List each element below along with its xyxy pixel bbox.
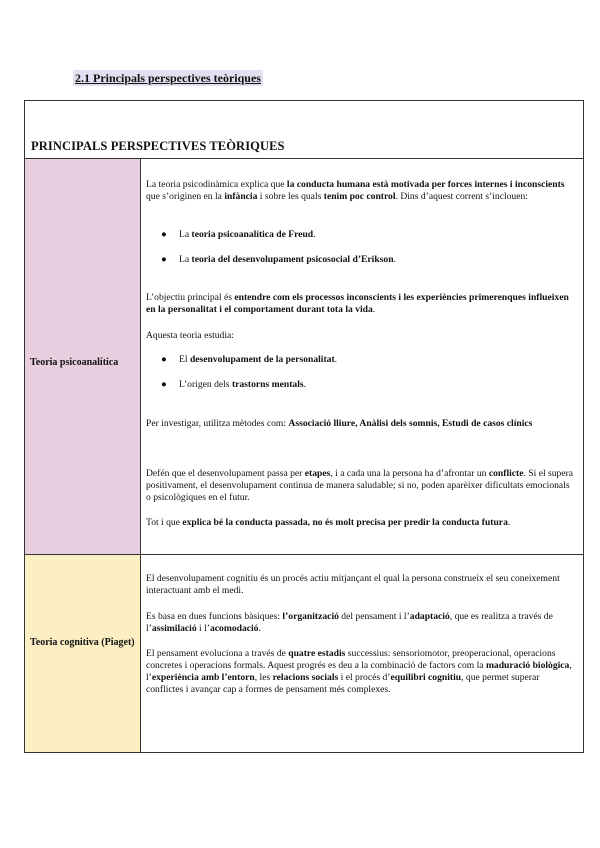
bold-text: teoria del desenvolupament psicosocial d’Erikson — [191, 254, 394, 265]
text-segment: , que permet superar conflictes i avançar cap a formes de pensament més complexes. — [146, 672, 540, 695]
text-segment: La — [179, 254, 192, 265]
bold-text: tenim poc control — [323, 191, 396, 202]
bold-text: assimilació — [151, 623, 197, 634]
bullet-text — [179, 229, 316, 241]
cognitive-paragraph-3 — [146, 648, 576, 696]
objective-paragraph — [146, 292, 576, 316]
bold-text: conflicte — [488, 468, 524, 479]
text-segment: El — [179, 354, 190, 365]
bold-text: explica bé la conducta passada, no és molt precisa per predir la conducta futura — [182, 517, 508, 528]
text-segment: Tot i que — [146, 517, 183, 528]
bold-text: equilibri cognitiu — [390, 672, 462, 683]
bold-text: teoria psicoanalítica de Freud — [191, 229, 314, 240]
bullet-text — [179, 254, 396, 266]
text-segment: L’objectiu principal és — [146, 292, 235, 303]
bold-text: adaptació — [409, 611, 450, 622]
bold-text: maduració biològica — [485, 660, 570, 671]
row-label-cognitive: Teoria cognitiva (Piaget) — [30, 637, 135, 648]
text-segment: . Dins d’aquest corrent s’inclouen: — [395, 191, 528, 202]
text-segment: L’origen dels — [179, 379, 232, 390]
row-label-cell — [25, 555, 141, 752]
table-row-cognitive — [25, 555, 583, 752]
bullet-dot-icon: ● — [161, 354, 167, 365]
text-segment: El desenvolupament cognitiu és un procés actiu mitjançant el qual la persona construeix el seu coneixement interactuant amb el medi. — [146, 573, 560, 596]
bold-text: relacions socials — [272, 672, 339, 683]
text-segment: , i a cada una la persona ha d’afrontar un — [330, 468, 489, 479]
table-title-row — [25, 101, 583, 159]
bullet-dot-icon: ● — [161, 254, 167, 265]
row-label-psychoanalytic: Teoria psicoanalítica — [30, 357, 119, 368]
text-segment: . — [507, 517, 511, 528]
section-heading: 2.1 Principals perspectives teòriques — [75, 71, 261, 85]
text-segment: . — [313, 229, 316, 240]
bold-text: etapes — [304, 468, 331, 479]
text-segment: La teoria psicodinàmica explica que — [146, 179, 287, 190]
bullet-text — [179, 379, 306, 391]
bold-text: desenvolupament de la personalitat — [189, 354, 335, 365]
text-segment: . — [334, 354, 338, 365]
bullet-dot-icon: ● — [161, 229, 167, 240]
bold-text: entendre com els processos inconscients i les experiències primerenques influeixen en la personalitat i el comportament durant tota la vida — [146, 292, 569, 315]
bullet-dot-icon: ● — [161, 379, 167, 390]
intro-paragraph — [146, 179, 576, 203]
text-segment: . Si el supera positivament, el desenvolupament continua de manera saludable; si no, poden aparèixer dificultats emocionals o psicològiques en el futur. — [146, 468, 574, 503]
bold-text: experiència amb l’entorn — [151, 672, 255, 683]
text-segment: El pensament evoluciona a través de — [146, 648, 289, 659]
text-segment: . — [303, 379, 307, 390]
text-segment: i l’ — [196, 623, 210, 634]
row-content-psychoanalytic — [141, 159, 583, 554]
text-segment: , que es realitza a través de l’ — [146, 611, 553, 634]
text-segment: . — [258, 623, 261, 634]
text-segment: Per investigar, utilitza mètodes com: — [146, 418, 289, 429]
text-segment: Es basa en dues funcions bàsiques: — [146, 611, 283, 622]
conclusion-paragraph — [146, 517, 576, 529]
text-segment: i sobre les quals — [257, 191, 324, 202]
bold-text: infància — [224, 191, 258, 202]
text-segment: Defén que el desenvolupament passa per — [146, 468, 305, 479]
table-row-psychoanalytic — [25, 159, 583, 555]
text-segment: del pensament i l’ — [338, 611, 410, 622]
text-segment: . — [393, 254, 396, 265]
methods-paragraph — [146, 418, 576, 430]
bold-text: trastorns mentals — [231, 379, 304, 390]
text-segment: que s’originen en la — [146, 191, 225, 202]
bold-text: la conducta humana està motivada per forces internes i inconscients — [286, 179, 565, 190]
text-segment: , les — [254, 672, 273, 683]
text-segment: successius: sensoriomotor, preoperacional, operacions concretes i operacions formals. Aquest progrés es deu a la combinació de factors com la — [146, 648, 556, 671]
bold-text: acomodació — [209, 623, 259, 634]
cognitive-paragraph-2 — [146, 611, 576, 635]
perspectives-table — [24, 100, 584, 753]
cognitive-paragraph-1 — [146, 573, 576, 597]
text-segment: . — [372, 304, 376, 315]
bold-text: quatre estadis — [288, 648, 346, 659]
row-label-cell — [25, 159, 141, 554]
row-content-cognitive — [141, 555, 583, 752]
stages-paragraph — [146, 468, 576, 504]
text-segment: i el procés d’ — [338, 672, 391, 683]
table-title: PRINCIPALS PERSPECTIVES TEÒRIQUES — [31, 139, 285, 153]
studies-intro: Aquesta teoria estudia: — [146, 330, 234, 341]
text-segment: La — [179, 229, 192, 240]
text-segment: , l’ — [146, 660, 572, 683]
bold-text: Associació lliure, Anàlisi dels somnis, Estudi de casos clínics — [288, 418, 533, 429]
bullet-text — [179, 354, 337, 366]
bold-text: l’organització — [282, 611, 339, 622]
